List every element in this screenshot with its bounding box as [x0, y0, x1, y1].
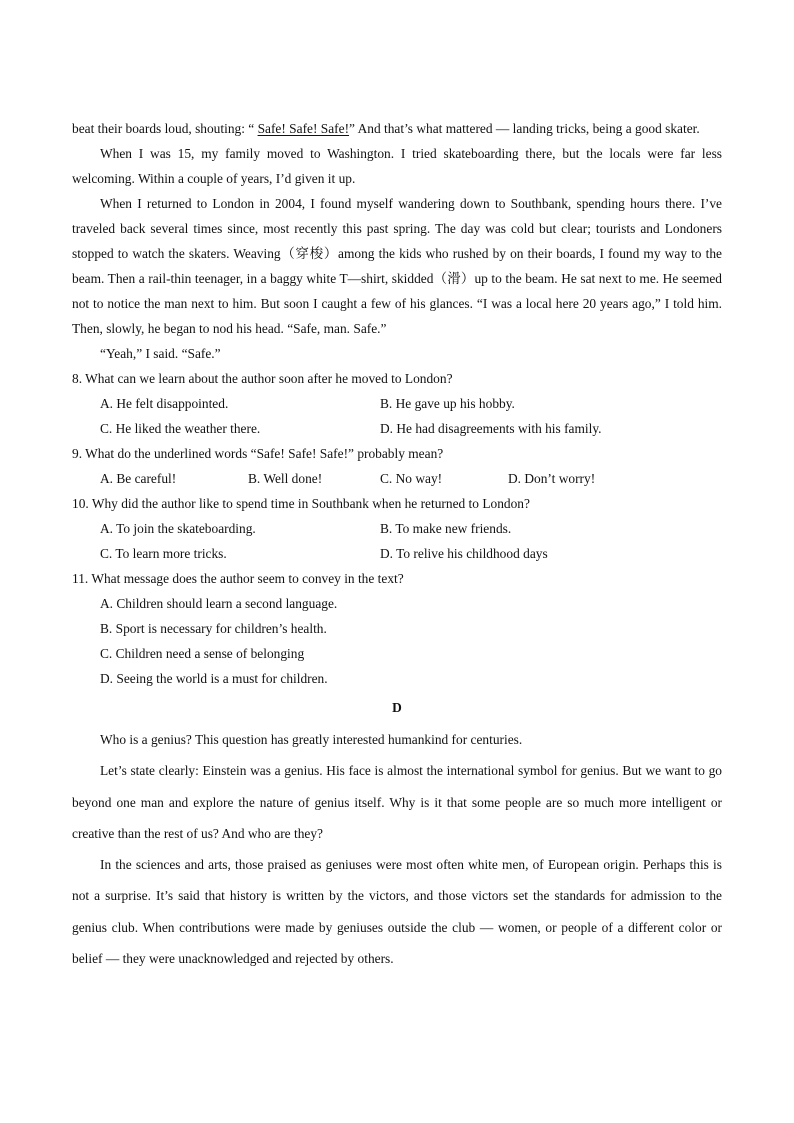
option-b: B. Sport is necessary for children’s health.: [100, 621, 327, 636]
question-9: [72, 441, 722, 491]
options-row: [72, 391, 722, 416]
question-11: [72, 566, 722, 691]
question-stem: 9. What do the underlined words “Safe! Safe! Safe!” probably mean?: [72, 446, 444, 461]
passage-d-paragraph-1: Who is a genius? This question has greatly interested humankind for centuries.: [100, 732, 523, 747]
option-b: B. To make new friends.: [380, 521, 512, 536]
passage-d: [72, 724, 722, 974]
option-b: B. Well done!: [248, 471, 323, 486]
question-8: [72, 366, 722, 441]
page-content: [72, 116, 722, 974]
option-a: A. Children should learn a second language.: [100, 596, 338, 611]
question-10: [72, 491, 722, 566]
section-heading: D: [392, 700, 402, 715]
question-stem: 10. Why did the author like to spend time in Southbank when he returned to London?: [72, 496, 530, 511]
option-d: D. He had disagreements with his family.: [380, 421, 602, 436]
option-a: A. Be careful!: [100, 471, 177, 486]
option-c: C. No way!: [380, 471, 443, 486]
options-row: [72, 541, 722, 566]
options-row: [72, 516, 722, 541]
passage-c-paragraph-3: When I returned to London in 2004, I found myself wandering down to Southbank, spending hours there. I’ve traveled back several times since, most recently this past spring. The day was cold but clear; tourists and Londoners stopped to watch the skaters. Weaving（穿梭）among the kids who rushed by on their boards, I found my way to the beam. Then a rail-thin teenager, in a baggy white T—shirt, skidded（滑）up to the beam. He sat next to me. He seemed not to notice the man next to him. But soon I caught a few of his glances. “I was a local here 20 years ago,” I told him. Then, slowly, he began to nod his head. “Safe, man. Safe.”: [72, 196, 722, 336]
passage-c-paragraph-2: When I was 15, my family moved to Washington. I tried skateboarding there, but the locals were far less welcoming. Within a couple of years, I’d given it up.: [72, 146, 722, 186]
options-row: [72, 416, 722, 441]
option-d: D. Seeing the world is a must for children.: [100, 671, 328, 686]
option-a: A. He felt disappointed.: [100, 396, 229, 411]
question-stem: 11. What message does the author seem to convey in the text?: [72, 571, 404, 586]
option-c: C. He liked the weather there.: [100, 421, 261, 436]
options-row: [72, 466, 722, 491]
passage-c-paragraph-1: beat their boards loud, shouting: “ Safe! Safe! Safe!” And that’s what mattered — landing tricks, being a good skater.: [72, 121, 700, 136]
question-stem: 8. What can we learn about the author soon after he moved to London?: [72, 371, 453, 386]
passage-d-paragraph-2: Let’s state clearly: Einstein was a genius. His face is almost the international symbol for genius. But we want to go beyond one man and explore the nature of genius itself. Why is it that some people are so much more intelligent or creative than the rest of us? And who are they?: [72, 763, 722, 841]
passage-c-paragraph-4: “Yeah,” I said. “Safe.”: [100, 346, 221, 361]
option-d: D. Don’t worry!: [508, 471, 596, 486]
option-d: D. To relive his childhood days: [380, 546, 548, 561]
underlined-phrase: Safe! Safe! Safe!: [257, 121, 350, 136]
passage-d-paragraph-3: In the sciences and arts, those praised as geniuses were most often white men, of European origin. Perhaps this is not a surprise. It’s said that history is written by the victors, and those victors set the standards for admission to the genius club. When contributions were made by geniuses outside the club — women, or people of a different color or belief — they were unacknowledged and rejected by others.: [72, 857, 722, 967]
option-c: C. To learn more tricks.: [100, 546, 227, 561]
option-c: C. Children need a sense of belonging: [100, 646, 305, 661]
option-a: A. To join the skateboarding.: [100, 521, 256, 536]
option-b: B. He gave up his hobby.: [380, 396, 515, 411]
